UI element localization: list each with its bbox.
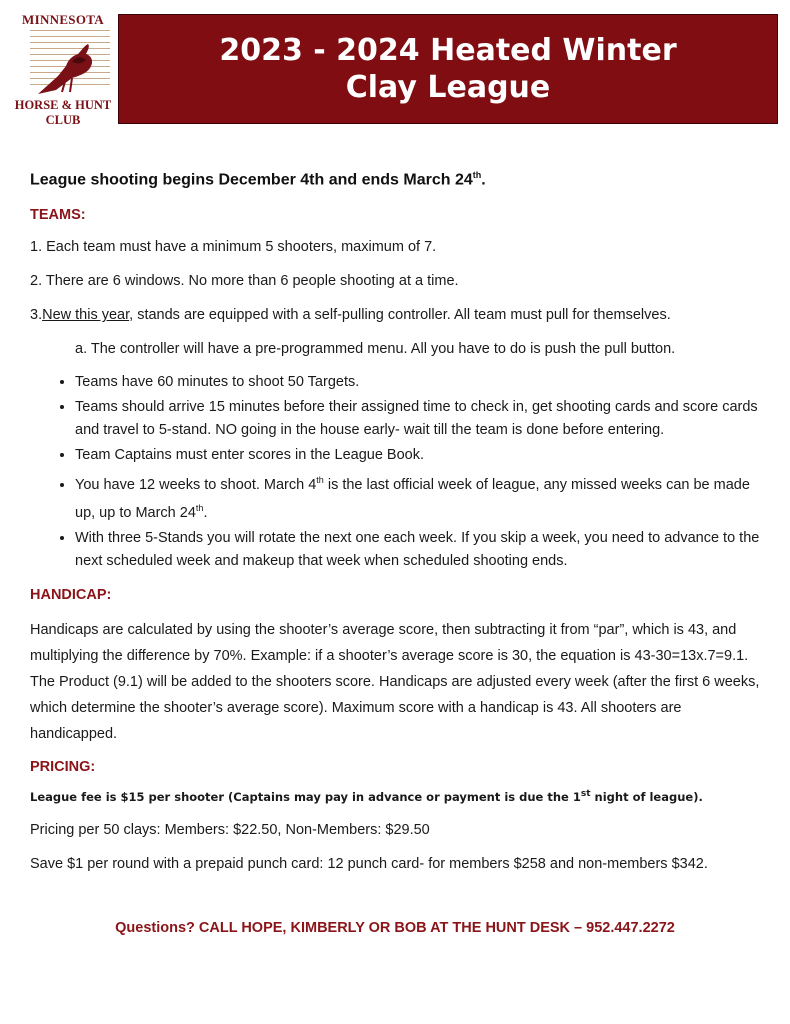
intro-statement [30,170,770,189]
item3-underlined: New this year [42,307,130,324]
bullet4-sup2: th [195,503,204,514]
punch-card-pricing: Save $1 per round with a prepaid punch card: 12 punch card- for members $258 and non-members $342. [30,855,708,872]
teams-item-3a: a. The controller will have a pre-programmed menu. All you have to do is push the pull button. [75,341,676,358]
banner-title-line1: 2023 - 2024 Heated Winter [219,33,677,68]
pricing-heading: PRICING: [30,758,96,775]
bullet4-sup1: th [316,475,324,486]
fee-b: night of league). [590,789,703,804]
bullet4-a: You have 12 weeks to shoot. March 4 [75,477,317,494]
intro-end: . [481,171,486,189]
title-banner [118,14,778,124]
item3-rest: , stands are equipped with a self-pulling controller. All team must pull for themselves. [129,307,671,324]
teams-item-3 [30,305,770,325]
league-fee [30,789,770,804]
contact-line: Questions? CALL HOPE, KIMBERLY OR BOB AT THE HUNT DESK – 952.447.2272 [115,920,675,936]
list-item: • Teams should arrive 15 minutes before their assigned time to check in, get shooting cards and score cards and travel to 5-stand. NO going in the house early- wait till the team is done before entering. [75,396,770,442]
banner-title-line2: Clay League [345,70,551,105]
intro-text: League shooting begins December 4th and ends March 24 [30,171,473,189]
item3-prefix: 3. [30,307,43,324]
club-logo [8,12,118,127]
pricing-per-50: Pricing per 50 clays: Members: $22.50, Non-Members: $29.50 [30,821,430,838]
teams-bullets [30,371,770,573]
logo-top-text: MINNESOTA [22,12,104,27]
teams-item-1: 1. Each team must have a minimum 5 shooters, maximum of 7. [30,239,437,256]
list-item [75,469,770,525]
bullet4-b: is the last official week of league, any missed weeks can be made up, up to March 24 [75,477,750,521]
document-body [30,170,770,888]
pheasant-icon [28,34,108,104]
handicap-text: Handicaps are calculated by using the shooter’s average score, then subtracting it from “par”, which is 43, and multiplying the difference by 70%. Example: if a shooter’s average score is 30, the equation is 43-30=13x.7=9.1. The Product (9.1) will be added to the shooters score. Handicaps are adjusted every week (after the first 6 weeks, which determine the shooter’s average score). Maximum score with a handicap is 43. All shooters are handicapped. [30,621,760,742]
handicap-heading: HANDICAP: [30,586,112,603]
teams-item-2: 2. There are 6 windows. No more than 6 people shooting at a time. [30,273,459,290]
list-item: • Team Captains must enter scores in the League Book. [75,444,770,467]
logo-bottom-line1: HORSE & HUNT [14,98,112,112]
intro-sup: th [472,170,482,180]
bullet4-c: . [203,504,208,521]
list-item: • With three 5-Stands you will rotate the next one each week. If you skip a week, you need to advance to the next scheduled week and makeup that week when scheduled shooting ends. [75,527,770,573]
fee-a: League fee is $15 per shooter (Captains may pay in advance or payment is due the 1 [30,789,581,804]
fee-sup: st [580,788,591,799]
teams-heading: TEAMS: [30,207,86,224]
logo-bottom-line2: CLUB [45,113,81,127]
list-item: • Teams have 60 minutes to shoot 50 Targets. [75,371,770,394]
